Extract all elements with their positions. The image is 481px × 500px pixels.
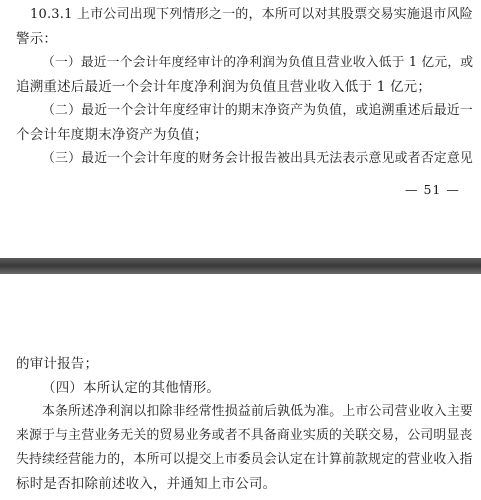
item-two-continuation: 个会计年度期末净资产为负值；: [16, 127, 208, 143]
document-page-lower: [0, 274, 481, 500]
paragraph-line-3: 失持续经营能力的，本所可以提交上市委员会认定在计算前款规定的营业收入指: [16, 452, 473, 467]
paragraph-line-4: 标时是否扣除前述收入，并通知上市公司。: [16, 476, 277, 492]
item-one-continuation: 追溯重述后最近一个会计年度净利润为负值且营业收入低于 1 亿元；: [16, 79, 432, 95]
paragraph-line-2: 来源于与主营业务无关的贸易业务或者不具备商业实质的关联交易，公司明显丧: [16, 428, 473, 443]
clause-heading-line: 10.3.1 上市公司出现下列情形之一的，本所可以对其股票交易实施退市风险: [30, 7, 473, 22]
page-divider: [0, 258, 481, 274]
paragraph-line-1: 本条所述净利润以扣除非经常性损益前后孰低为准。上市公司营业收入主要: [42, 404, 473, 419]
item-two-line: （二）最近一个会计年度经审计的期末净资产为负值，或追溯重述后最近一: [42, 103, 473, 118]
item-three-line: （三）最近一个会计年度的财务会计报告被出具无法表示意见或者否定意见: [42, 151, 473, 166]
item-three-continuation: 的审计报告；: [16, 356, 99, 372]
item-four-line: （四）本所认定的其他情形。: [42, 380, 221, 396]
item-one-line: （一）最近一个会计年度经审计的净利润为负值且营业收入低于 1 亿元，或: [42, 55, 474, 70]
clause-heading-continuation: 警示：: [16, 31, 58, 47]
page-number: — 51 —: [405, 182, 460, 197]
